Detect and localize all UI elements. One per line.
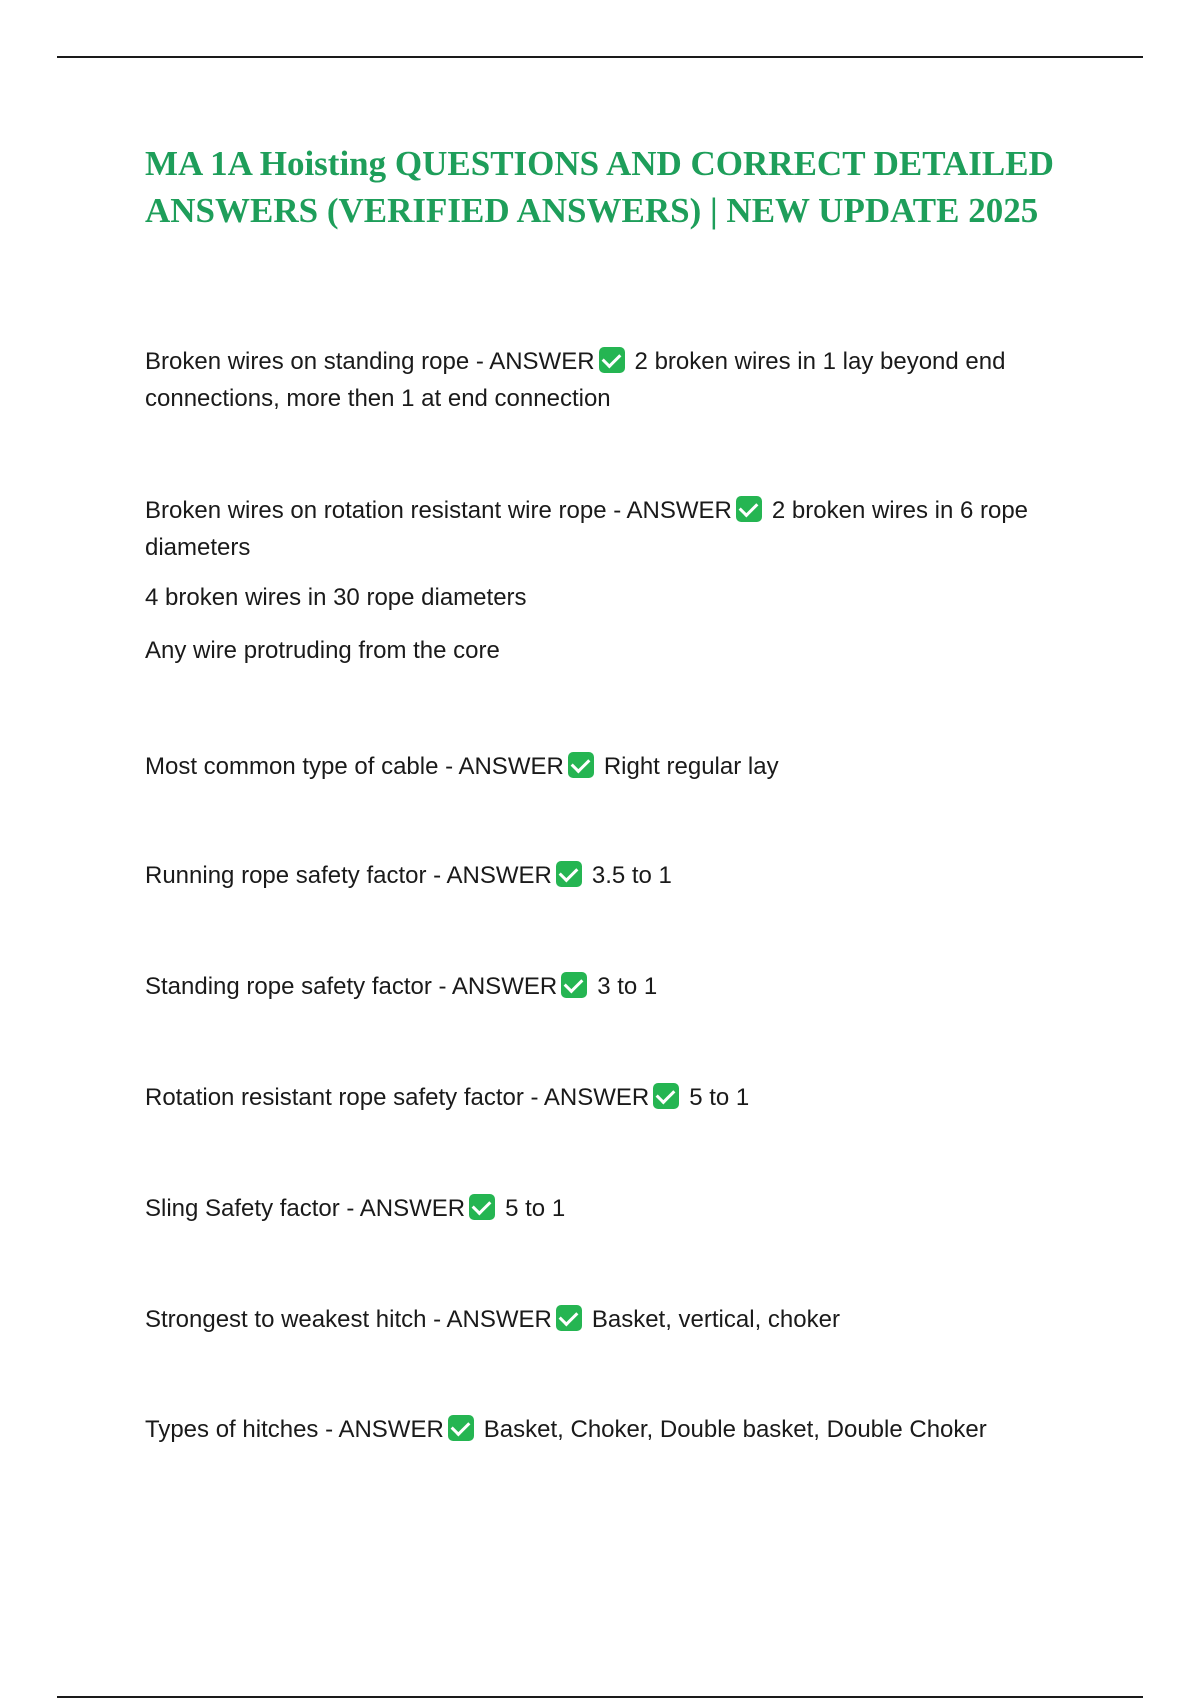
- question-text: Broken wires on standing rope -: [145, 348, 490, 375]
- qa-item: [145, 343, 1085, 417]
- green-check-icon: [448, 1415, 474, 1441]
- qa-item: [145, 857, 1085, 894]
- question-text: Strongest to weakest hitch -: [145, 1306, 447, 1333]
- green-check-icon: [568, 752, 594, 778]
- green-check-icon: [556, 1305, 582, 1331]
- qa-item: [145, 1411, 1085, 1448]
- answer-text: 5 to 1: [505, 1195, 566, 1222]
- qa-item: [145, 1079, 1085, 1116]
- answer-marker: ANSWER: [451, 973, 558, 1000]
- answer-text: 5 to 1: [689, 1084, 750, 1111]
- green-check-icon: [556, 861, 582, 887]
- answer-marker: ANSWER: [626, 497, 732, 524]
- green-check-icon: [469, 1194, 495, 1220]
- answer-text: Right regular lay: [603, 753, 779, 780]
- answer-extra-line: 4 broken wires in 30 rope diameters: [145, 584, 527, 611]
- answer-text: Basket, Choker, Double basket, Double Choker: [483, 1416, 987, 1443]
- qa-item: [145, 1190, 1085, 1227]
- answer-text: 3 to 1: [597, 973, 658, 1000]
- question-text: Sling Safety factor -: [145, 1195, 360, 1222]
- answer-text: 3.5 to 1: [591, 862, 672, 889]
- green-check-icon: [653, 1083, 679, 1109]
- question-text: Standing rope safety factor -: [145, 973, 452, 1000]
- green-check-icon: [561, 972, 587, 998]
- question-text: Running rope safety factor -: [145, 862, 447, 889]
- answer-marker: ANSWER: [489, 348, 595, 375]
- answer-marker: ANSWER: [458, 753, 564, 780]
- qa-item: [145, 1301, 1085, 1338]
- green-check-icon: [599, 347, 625, 373]
- question-text: Rotation resistant rope safety factor -: [145, 1084, 544, 1111]
- qa-item: [145, 748, 1085, 785]
- answer-text: 2 broken wires in 6 rope diameters: [145, 497, 1029, 561]
- answer-marker: ANSWER: [446, 1306, 552, 1333]
- question-text: Broken wires on rotation resistant wire rope -: [145, 497, 627, 524]
- answer-marker: ANSWER: [543, 1084, 650, 1111]
- question-text: Types of hitches -: [145, 1416, 339, 1443]
- answer-marker: ANSWER: [338, 1416, 444, 1443]
- answer-text: Basket, vertical, choker: [591, 1306, 840, 1333]
- document-title: MA 1A Hoisting QUESTIONS AND CORRECT DETAILED ANSWERS (VERIFIED ANSWERS) | NEW UPDATE 2025: [145, 144, 1054, 230]
- bottom-divider: [57, 1696, 1143, 1698]
- qa-item: [145, 492, 1085, 669]
- green-check-icon: [736, 496, 762, 522]
- answer-marker: ANSWER: [446, 862, 552, 889]
- answer-marker: ANSWER: [359, 1195, 466, 1222]
- answer-text: 2 broken wires in 1 lay beyond end connections, more then 1 at end connection: [145, 348, 1006, 412]
- top-divider: [57, 56, 1143, 58]
- question-text: Most common type of cable -: [145, 753, 459, 780]
- answer-extra-line: Any wire protruding from the core: [145, 637, 500, 664]
- qa-item: [145, 968, 1085, 1005]
